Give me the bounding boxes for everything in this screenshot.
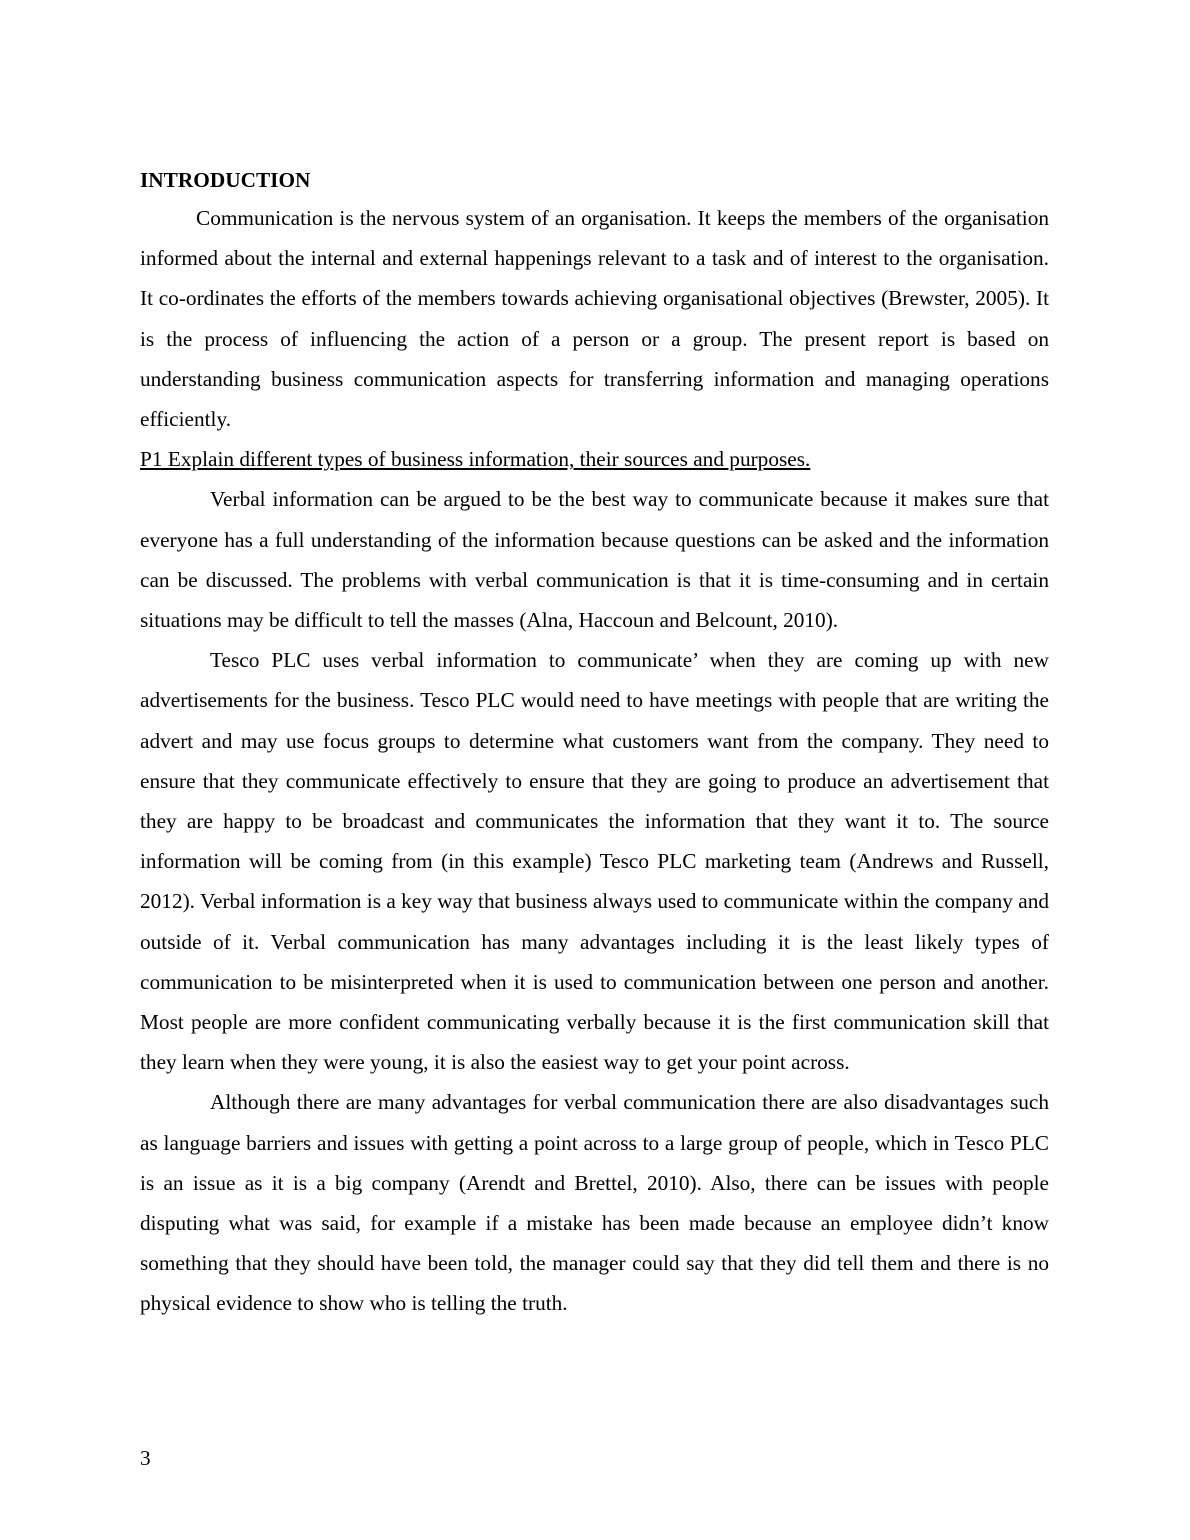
page-number: 3 [140, 1446, 151, 1470]
body-paragraph: Verbal information can be argued to be the best way to communicate because it makes sure that everyone has a full understanding of the information because questions can be asked and the information can be discussed. The problems with verbal communication is that it is time-consuming and in certain situations may be difficult to tell the masses (Alna, Haccoun and Belcount, 2010). [140, 487, 1049, 633]
body-paragraph: Although there are many advantages for verbal communication there are also disadvantages such as language barriers and issues with getting a point across to a large group of people, which in Tesco PLC is an issue as it is a big company (Arendt and Brettel, 2010). Also, there can be issues with people disputing what was said, for example if a mistake has been made because an employee didn’t know something that they should have been told, the manager could say that they did tell them and there is no physical evidence to show who is telling the truth. [140, 1090, 1049, 1316]
section-title: P1 Explain different types of business information, their sources and purposes. [140, 447, 811, 472]
document-page [140, 160, 1049, 1324]
intro-paragraph: Communication is the nervous system of an organisation. It keeps the members of the organisation informed about the internal and external happenings relevant to a task and of interest to the organisation. It co-ordinates the efforts of the members towards achieving organisational objectives (Brewster, 2005). It is the process of influencing the action of a person or a group. The present report is based on understanding business communication aspects for transferring information and managing operations efficiently. [140, 206, 1049, 432]
page-heading: INTRODUCTION [140, 168, 311, 192]
body-paragraph: Tesco PLC uses verbal information to communicate’ when they are coming up with new advertisements for the business. Tesco PLC would need to have meetings with people that are writing the advert and may use focus groups to determine what customers want from the company. They need to ensure that they communicate effectively to ensure that they are going to produce an advertisement that they are happy to be broadcast and communicates the information that they want it to. The source information will be coming from (in this example) Tesco PLC marketing team (Andrews and Russell, 2012). Verbal information is a key way that business always used to communicate within the company and outside of it. Verbal communication has many advantages including it is the least likely types of communication to be misinterpreted when it is used to communication between one person and another. Most people are more confident communicating verbally because it is the first communication skill that they learn when they were young, it is also the easiest way to get your point across. [140, 648, 1049, 1075]
